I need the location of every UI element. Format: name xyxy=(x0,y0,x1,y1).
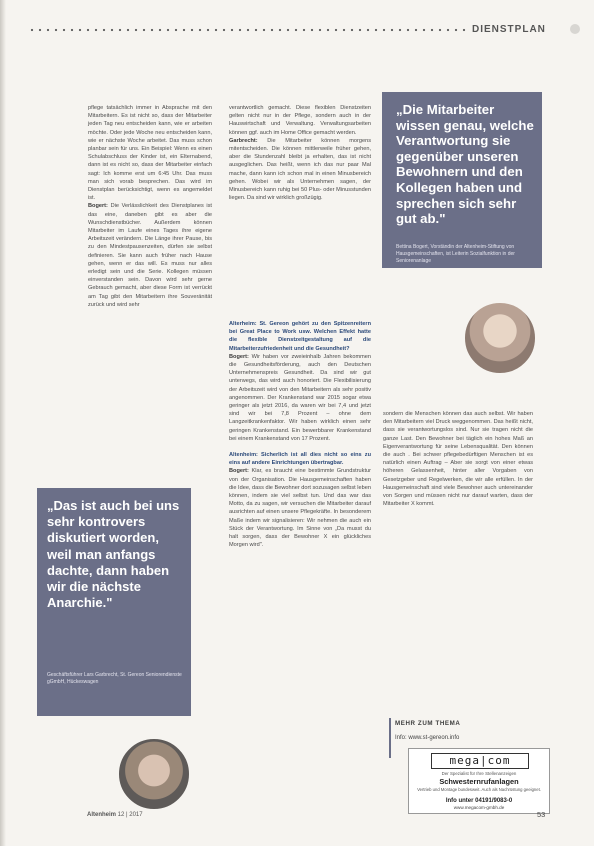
article-column-3 xyxy=(229,320,371,549)
pull-quote-2 xyxy=(37,488,191,716)
answer-2: Klar, es braucht eine bestimmte Grundstruktur von der Organisation. Die Hausgemeinschaften haben die Idee, dass die Bewohner dort sozusagen selbst leben können, indem sie viel selbst tun. Und das war das Motto, da zu sagen, wir versuchen die Mitarbeiter darauf ausrichten auf einen unsere Pflegekräfte. In besonderem Maße indem wir signalisieren: Wir nehmen die auch ein Stück der Verantwortung. Im Sinne von „Da musst du halt sorgen, dass der Bewohner X ein glückliches Morgen wird". xyxy=(229,468,371,549)
column-1-text: pflege tatsächlich immer in Absprache mit den Mitarbeitern. Es ist nicht so, dass der Mitarbeiter jeden Tag neu entscheiden kann, wie er arbeiten möchte. Oder jede Woche neu entscheiden kann, wie er nächste Woche arbeitet. Das muss schon planbar sein für uns. Ein Beispiel: Wenn es einen Schulabschluss der Kinder ist, ein Elternabend, dann ist es nicht so, dass der Mitarbeiter einfach sagt: Ich komme erst um 6:45 Uhr. Das muss man sich vorab besprechen. Das wird im Dienstplan berücksichtigt, wenn es angemeldet ist. xyxy=(88,105,212,202)
more-title: MEHR ZUM THEMA xyxy=(395,720,461,727)
advertiser-logo: mega|com xyxy=(431,753,529,769)
dotted-rule xyxy=(28,26,468,34)
magazine-name: Altenheim xyxy=(87,812,117,818)
column-2-text: verantwortlich gemacht. Diese flexiblen Dienstzeiten gelten nicht nur in der Pflege, sondern auch in der Hauswirtschaft und Verwaltung. Verwaltungsarbeiten können ggf. auch im Home Office gemacht werden. xyxy=(229,105,371,136)
interview-question-2: Altenheim: Sicherlich ist all dies nicht so eins zu eins auf andere Einrichtungen übertragbar. xyxy=(229,452,371,467)
ad-tagline: Der Spezialist für Ihre Stellenanzeigen xyxy=(441,771,517,776)
ad-description: Vertrieb und Montage bundesweit. Auch als Nachrüstung geeignet. xyxy=(417,787,541,792)
portrait-photo-garbrecht xyxy=(116,736,192,812)
article-column-1 xyxy=(88,104,212,309)
pull-quote-2-source: Geschäftsführer Lars Garbrecht, St. Gereon Seniorendienste gGmbH, Hückeswagen xyxy=(47,672,182,685)
pull-quote-1-source: Bettina Bogert, Vorständin der Altenheim-Stiftung von Hausgemeinschaften, ist Leiterin Sozialfunktion in der Seniorenanlage xyxy=(396,244,515,264)
ad-website: www.megacom-gmbh.de xyxy=(453,805,505,810)
column-2-text-2: Die Mitarbeiter können morgens mitentscheiden. Die können mittlerweile früher gehen, aber die Stundenzahl bleibt ja erhalten, das ist nicht ausgeglichen. Das heißt, wenn ich das nur paar Mal mache, dann kann ich schon mal in einen Minusbereich gehen. Wobei wir als Unternehmen sagen, der Minusbereich kann ruhig bei 50 Plus- oder Minusstunden liegen. Da sind wir wirklich großzügig. xyxy=(229,137,372,202)
portrait-photo-bogert xyxy=(462,300,538,376)
section-header xyxy=(28,24,568,38)
pull-quote-1-text: „Die Mitarbeiter wissen genau, welche Verantwortung sie gegenüber unseren Bewohnern und den Kollegen haben und sprechen sich sehr gut ab." xyxy=(396,102,534,227)
corner-mark-icon xyxy=(570,24,580,34)
section-title: DIENSTPLAN xyxy=(472,24,546,35)
advertisement[interactable] xyxy=(408,748,550,814)
article-column-4 xyxy=(383,410,533,508)
column-4-text: sondern die Menschen können das auch selbst. Wir haben den Mitarbeitern viel Druck weggenommen. Das heißt nicht, dass sie verantwortungslos sind. Nur sie tragen nicht die ganze Last. Den Bewohner bei täglich ein hohes Maß an Eigenverantwortung für seine Lebensqualität. Den können die auch . Bei schwer pflegebedürftigen Menschen ist es natürlich einen Auftrag – Aber sie sorgt von einer etwas höheren Gelassenheit, hinter aller Vorgaben von Gesetzgeber und Regelwerken, die wir alle erfüllen. In der Hausgemeinschaft sind viele Bewohner auch untereinander von Sorgen und müssen nicht nur darauf warten, dass der Mitarbeiter X kommt. xyxy=(383,411,533,508)
interview-question-1: Alterheim: St. Gereon gehört zu den Spitzenreitern bei Great Place to Work usw. Welchen Effekt hatte die flexible Dienstzeitgestaltung auf die Mitarbeiterzufriedenheit und die Gesundheit? xyxy=(229,321,371,352)
ad-headline: Schwesternrufanlagen xyxy=(439,777,519,786)
more-on-topic-box xyxy=(395,720,555,741)
pull-quote-2-text: „Das ist auch bei uns sehr kontrovers diskutiert worden, weil man anfangs dachte, dann haben wir die nächste Anarchie." xyxy=(47,498,180,611)
page-fold-shadow xyxy=(0,0,6,846)
ad-phone: Info unter 04191/9083-0 xyxy=(445,798,513,804)
speaker-label: Bogert: xyxy=(88,203,108,210)
article-column-2 xyxy=(229,104,371,202)
speaker-label: Bogert: xyxy=(229,468,249,475)
speaker-label: Bogert: xyxy=(229,353,249,360)
column-1-text-2: Die Verlässlichkeit des Dienstplanes ist das eine, daneben gibt es aber die Wunschdienstbücher. Außerdem können Mitarbeiter im Laufe eines Tages ihre eigene Arbeitszeit verändern. Die Länge ihrer Pause, bis zu den Mindestpausenzeiten, dürfen sie selbst definieren. Sie kann auch früher nach Hause gehen, wenn er das will. Es muss nur alles erledigt sein und die Serie. Kollegen müssen einverstanden sein. Davon wird sehr gerne Gebrauch gemacht, aber diese Form ist verrückt am Tag gibt den Mitarbeitern ihre Souveränität zurück und wird sehr xyxy=(88,203,212,308)
pull-quote-1 xyxy=(382,92,542,268)
footer-issue xyxy=(87,812,143,818)
page-number: 53 xyxy=(537,810,546,819)
answer-1: Wir haben vor zweieinhalb Jahren bekommen die Gesundheitsförderung, auch den Deutschen Unternehmenspreis Gesundheit. Da sind wir gut unterwegs, das wird auch honoriert. Die Flexibilisierung der Arbeitszeit wird von den Mitarbeitern als sehr positiv angenommen. Der Krankenstand war 2015 sogar etwa geringer als jetzt 2016, da waren wir bei 7,4 und jetzt sind wir bei 7,8 Prozent – ohne dem Langzeitkrankenfaktor. Wir haben wirklich einen sehr geringen Krankenstand. Ein bewerbbarer Krankenstand bei einem Krankenstand von 17 Prozent. xyxy=(229,353,371,442)
issue-number: 12 | 2017 xyxy=(116,812,143,818)
info-link[interactable]: Info: www.st-gereon.info xyxy=(395,735,460,741)
accent-bar xyxy=(389,718,391,758)
speaker-label: Garbrecht: xyxy=(229,137,258,144)
